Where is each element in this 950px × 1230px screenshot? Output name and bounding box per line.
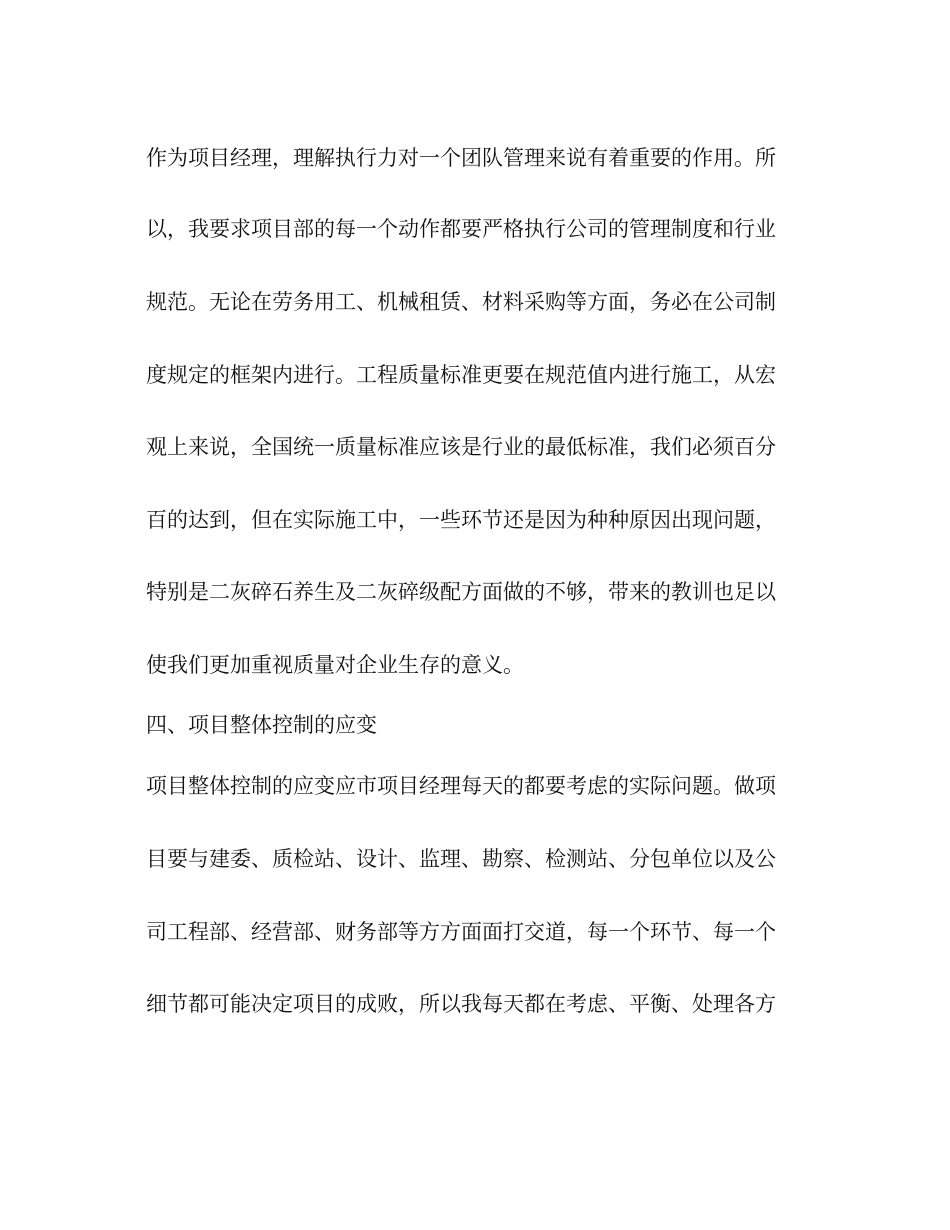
body-text-line: 细节都可能决定项目的成败，所以我每天都在考虑、平衡、处理各方 [146,992,776,1016]
body-text-line: 司工程部、经营部、财务部等方方面面打交道，每一个环节、每一个 [146,920,776,944]
body-text-line: 度规定的框架内进行。工程质量标准更要在规范值内进行施工，从宏 [146,363,776,387]
body-text-line: 观上来说，全国统一质量标准应该是行业的最低标准，我们必须百分 [146,435,776,459]
body-text-line: 使我们更加重视质量对企业生存的意义。 [146,653,524,677]
body-text-line: 目要与建委、质检站、设计、监理、勘察、检测站、分包单位以及公 [146,847,776,871]
body-text-line: 项目整体控制的应变应市项目经理每天的都要考虑的实际问题。做项 [146,774,776,798]
body-text-line: 百的达到，但在实际施工中，一些环节还是因为种种原因出现问题， [146,508,776,532]
body-text-line: 规范。无论在劳务用工、机械租赁、材料采购等方面，务必在公司制 [146,290,776,314]
body-text-line: 以，我要求项目部的每一个动作都要严格执行公司的管理制度和行业 [146,217,776,241]
body-text-line: 特别是二灰碎石养生及二灰碎级配方面做的不够，带来的教训也足以 [146,580,776,604]
body-text-line: 作为项目经理，理解执行力对一个团队管理来说有着重要的作用。所 [146,146,776,170]
section-heading: 四、项目整体控制的应变 [146,713,377,737]
